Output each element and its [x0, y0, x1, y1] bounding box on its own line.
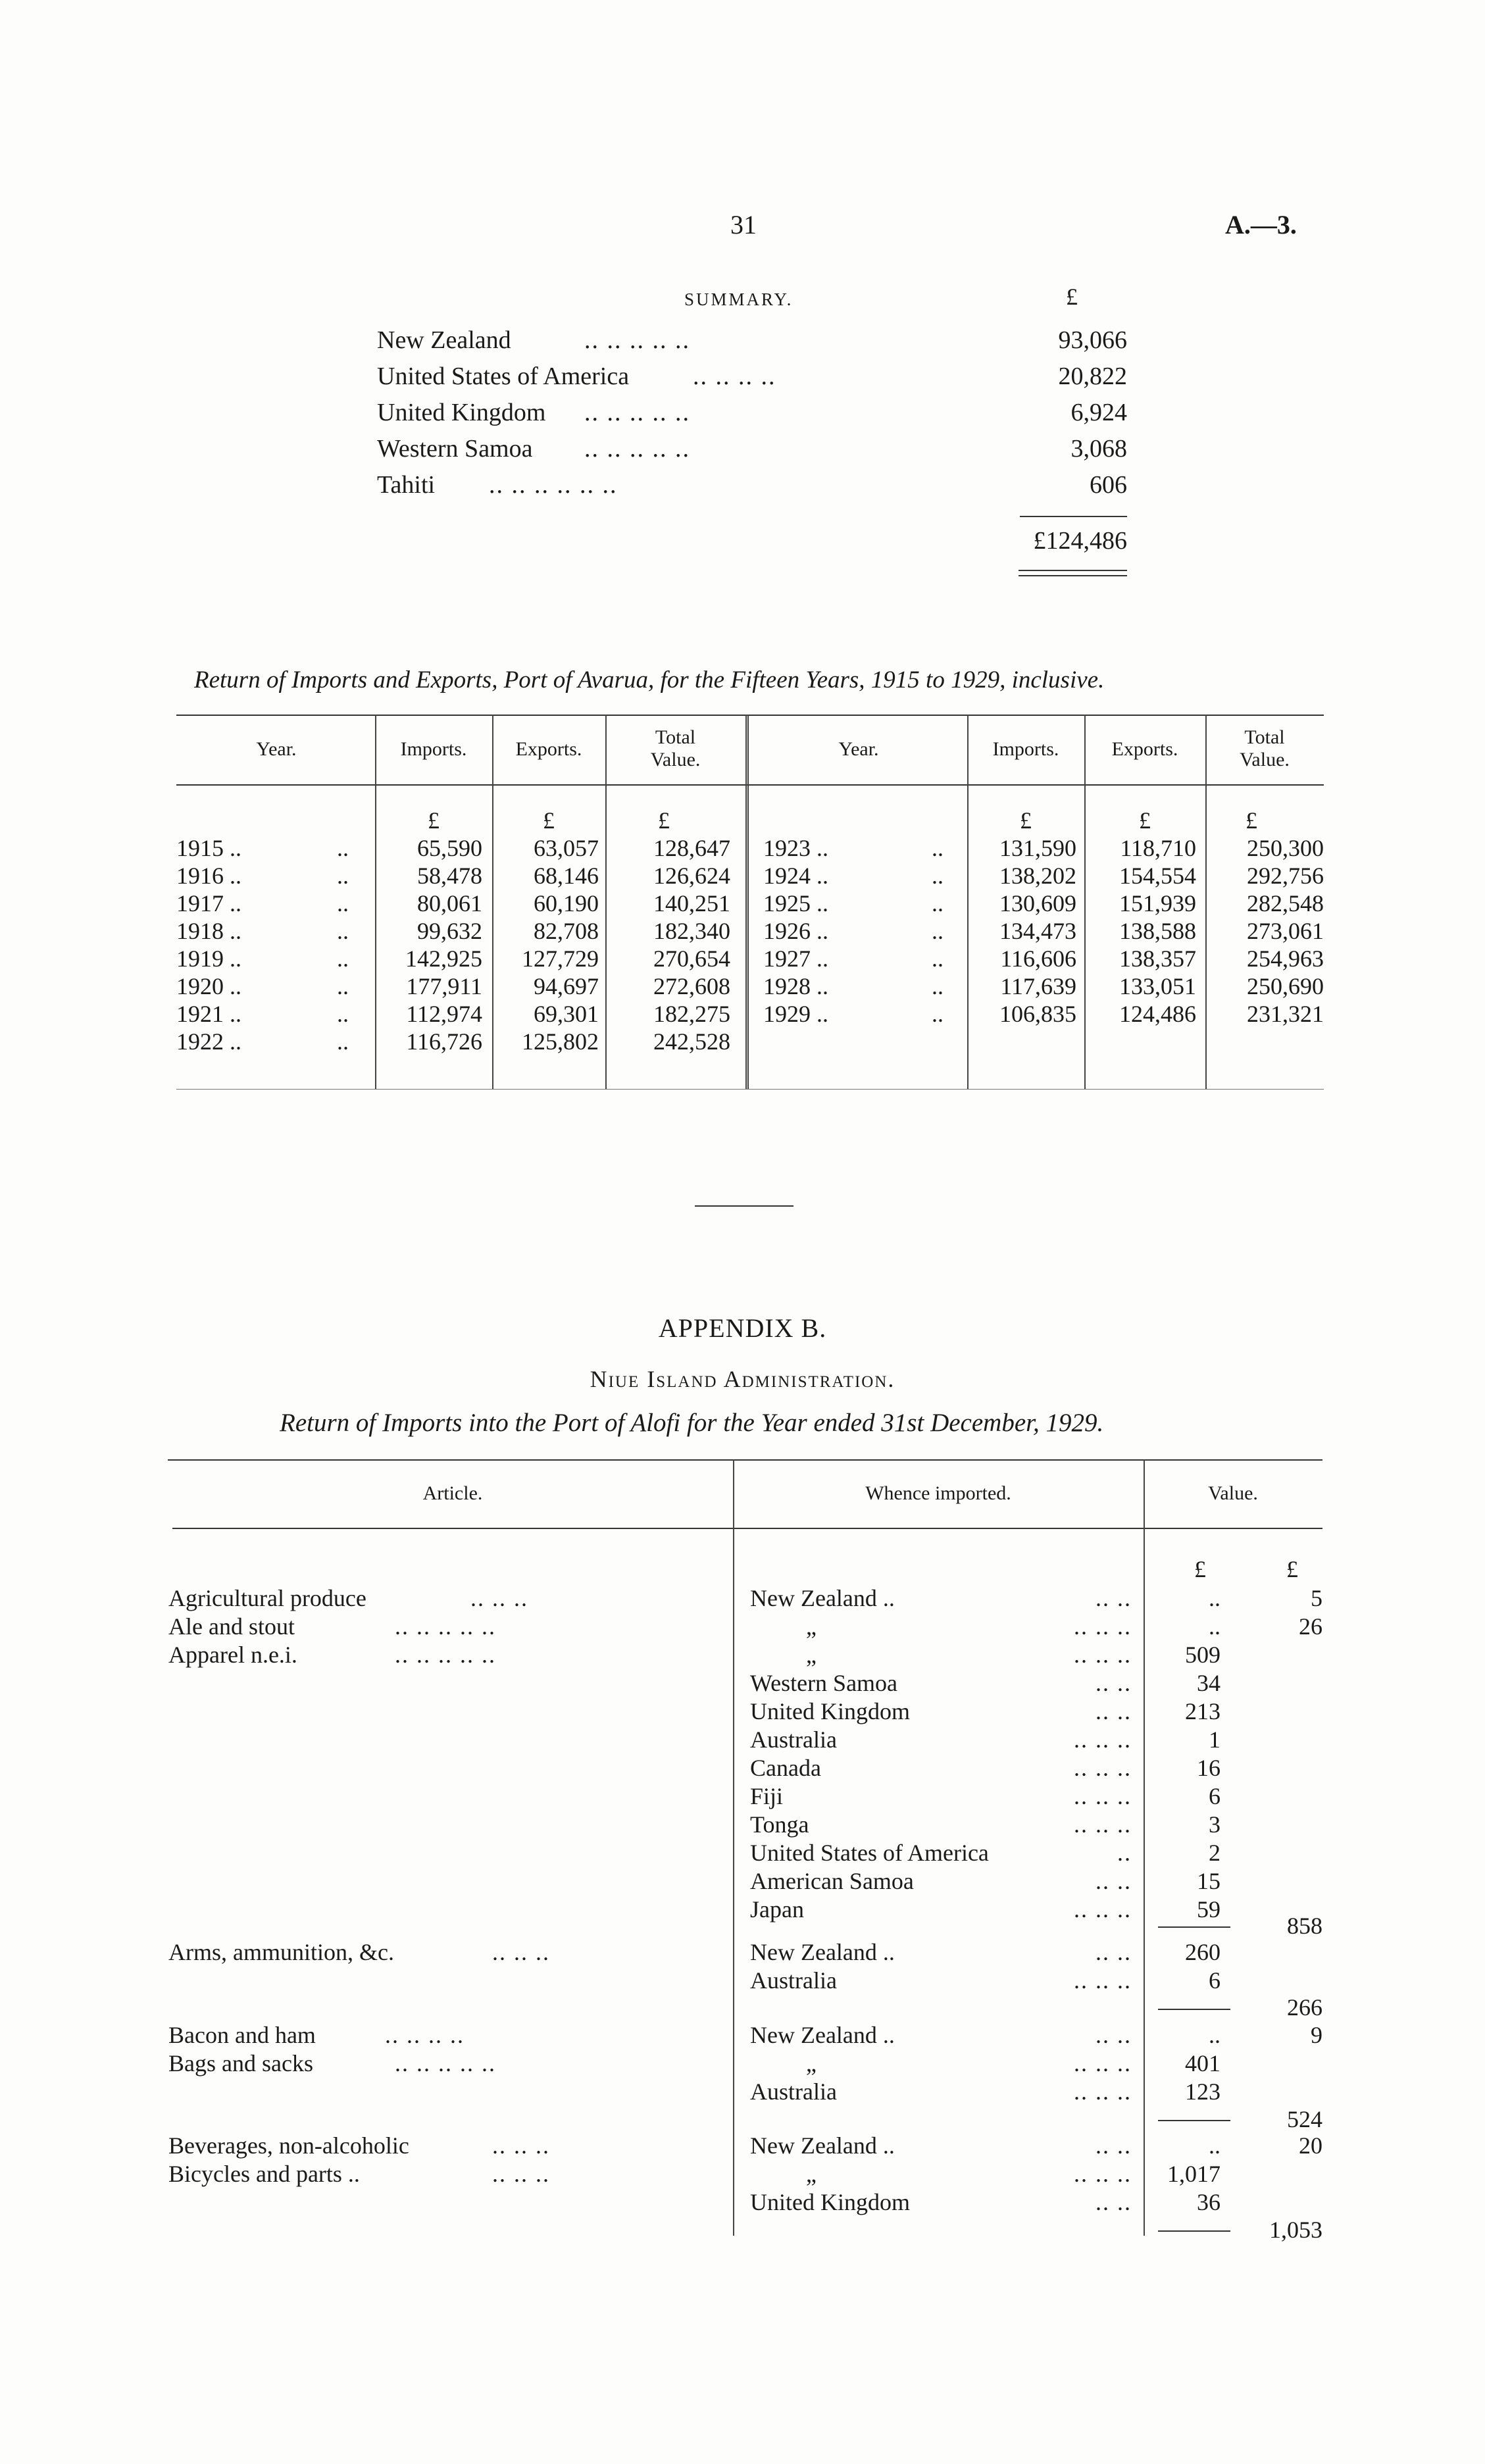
exports-cell: 125,802: [522, 1028, 599, 1055]
imports-cell: 142,925: [405, 945, 482, 972]
exports-cell: 68,146: [534, 863, 599, 889]
whence-row: Australia .. .. ..: [750, 2078, 1132, 2105]
summary-row: [377, 471, 1127, 507]
value-total-cell: 9: [1311, 2022, 1322, 2048]
total-cell: 126,624: [653, 863, 730, 889]
article-row: [168, 2049, 313, 2077]
exports-cell: 138,588: [1119, 918, 1196, 944]
currency-symbol: £: [1139, 807, 1151, 834]
value-total-cell: 858: [1287, 1913, 1322, 1939]
value-sub-cell: ..: [1209, 2132, 1221, 2159]
whence-row: Canada .. .. ..: [750, 1755, 1132, 1781]
header-total-line2: Value.: [650, 749, 701, 770]
appendix-subtitle: Niue Island Administration.: [590, 1366, 895, 1392]
leader-dots: ..: [932, 863, 944, 889]
header-year: Year.: [838, 738, 879, 760]
article-row: [168, 1613, 295, 1640]
leader-dots: ..: [932, 945, 944, 972]
leader-dots: ..: [337, 1001, 349, 1027]
total-cell: 270,654: [653, 945, 730, 972]
whence-column-group2: [750, 1938, 1132, 1995]
summary-row-dots: .. .. .. .. .. ..: [489, 471, 618, 499]
exports-cell: 60,190: [534, 890, 599, 917]
right-exports: [1090, 834, 1196, 1028]
column-divider: [967, 715, 969, 1089]
summary-row-dots: .. .. .. .. ..: [584, 399, 690, 426]
appendix-column-divider: [1144, 1459, 1145, 2236]
article-name: Apparel n.e.i.: [168, 1642, 297, 1668]
value-sub-cell: 36: [1197, 2189, 1221, 2215]
exports-cell: 118,710: [1120, 835, 1196, 861]
exports-cell: 63,057: [534, 835, 599, 861]
currency-symbol: £: [428, 807, 440, 834]
summary-row-name: Western Samoa: [377, 435, 533, 463]
header-imports: Imports.: [400, 738, 467, 760]
total-cell: 292,756: [1247, 863, 1324, 889]
subtotal-rule: [1158, 1926, 1230, 1928]
appendix-header-rule: [172, 1528, 1322, 1529]
total-cell: 231,321: [1247, 1001, 1324, 1027]
whence-row: Australia .. .. ..: [750, 1726, 1132, 1753]
imports-cell: 116,606: [1000, 945, 1076, 972]
value-sub-cell: 509: [1185, 1642, 1221, 1668]
header-whence-imported: Whence imported.: [865, 1482, 1011, 1504]
leader-dots: ..: [932, 890, 944, 917]
summary-row-dots: .. .. .. .. ..: [584, 326, 690, 354]
value-total-cell: 5: [1311, 1585, 1322, 1611]
total-cell: 242,528: [653, 1028, 730, 1055]
document-reference: A.—3.: [1225, 210, 1297, 239]
year-cell: 1927 ..: [763, 945, 828, 972]
summary-total: £124,486: [1033, 527, 1127, 555]
header-total-line1: Total: [1244, 726, 1285, 748]
imports-cell: 177,911: [406, 973, 482, 999]
year-cell: 1924 ..: [763, 863, 828, 889]
article-name: Bacon and ham: [168, 2022, 316, 2048]
currency-symbol: £: [1194, 1556, 1206, 1582]
total-cell: 182,340: [653, 918, 730, 944]
year-cell: 1929 ..: [763, 1001, 828, 1027]
total-cell: 140,251: [653, 890, 730, 917]
currency-symbol: £: [1286, 1556, 1298, 1582]
column-divider-double: [745, 715, 749, 1089]
article-row: [168, 1584, 366, 1612]
leader-dots: ..: [932, 918, 944, 944]
imports-cell: 99,632: [417, 918, 482, 944]
header-exports: Exports.: [515, 738, 582, 760]
article-name: Beverages, non-alcoholic: [168, 2132, 409, 2159]
leader-dots: ..: [932, 973, 944, 999]
total-cell: 182,275: [653, 1001, 730, 1027]
header-article: Article.: [422, 1482, 483, 1504]
page-number: 31: [730, 210, 757, 239]
article-row: [168, 2132, 409, 2159]
appendix-top-rule: [168, 1459, 1322, 1461]
summary-row-name: United Kingdom: [377, 399, 546, 426]
imports-cell: 112,974: [406, 1001, 482, 1027]
imports-cell: 58,478: [417, 863, 482, 889]
imports-cell: 116,726: [406, 1028, 482, 1055]
total-cell: 272,608: [653, 973, 730, 999]
leader-dots: ..: [337, 890, 349, 917]
value-sub-cell: 1,017: [1167, 2161, 1221, 2187]
whence-row: New Zealand .. .. ..: [750, 1939, 1132, 1965]
article-name: Bicycles and parts ..: [168, 2161, 360, 2187]
value-subcolumn: [1148, 2049, 1221, 2106]
value-subcolumn: [1148, 2160, 1221, 2217]
summary-row-value: 606: [1090, 471, 1127, 499]
leader-dots: ..: [337, 945, 349, 972]
table-caption: Return of Imports and Exports, Port of Avarua, for the Fifteen Years, 1915 to 1929, inclusive.: [194, 666, 1105, 693]
summary-row: [377, 326, 1127, 363]
value-sub-cell: 3: [1209, 1811, 1221, 1838]
year-cell: 1920 ..: [176, 973, 241, 999]
exports-cell: 154,554: [1119, 863, 1196, 889]
value-sub-cell: 34: [1197, 1670, 1221, 1696]
right-dots: [932, 834, 965, 1028]
value-subcolumn: [1148, 1938, 1221, 1995]
leader-dots: ..: [337, 863, 349, 889]
value-sub-cell: ..: [1209, 1585, 1221, 1611]
header-year: Year.: [256, 738, 297, 760]
article-name: Agricultural produce: [168, 1585, 366, 1611]
subtotal-rule: [1158, 2230, 1230, 2232]
value-sub-cell: 213: [1185, 1698, 1221, 1724]
value-sub-cell: 15: [1197, 1868, 1221, 1894]
imports-cell: 130,609: [999, 890, 1076, 917]
summary-total-double-rule: [1019, 570, 1127, 571]
value-sub-cell: 2: [1209, 1840, 1221, 1866]
right-years: [763, 834, 895, 1028]
value-sub-cell: 6: [1209, 1967, 1221, 1994]
column-divider: [375, 715, 376, 1089]
whence-row: Western Samoa .. ..: [750, 1670, 1132, 1696]
summary-row-value: 20,822: [1058, 363, 1127, 390]
column-divider: [1084, 715, 1086, 1089]
year-cell: 1919 ..: [176, 945, 241, 972]
leader-dots: ..: [932, 835, 944, 861]
summary-row-name: Tahiti: [377, 471, 436, 499]
value-total-cell: 524: [1287, 2106, 1322, 2132]
left-years: [176, 834, 361, 1055]
total-cell: 282,548: [1247, 890, 1324, 917]
header-total-line2: Value.: [1240, 749, 1290, 770]
whence-row: United Kingdom .. ..: [750, 1698, 1132, 1724]
imports-cell: 106,835: [999, 1001, 1076, 1027]
value-total-cell: 26: [1299, 1613, 1322, 1640]
article-leader-dots: .. .. .. .. ..: [395, 2050, 496, 2076]
imports-cell: 134,473: [999, 918, 1076, 944]
leader-dots: ..: [932, 1001, 944, 1027]
header-total-value: [605, 726, 745, 771]
exports-cell: 69,301: [534, 1001, 599, 1027]
whence-column-group3: [750, 2021, 1132, 2106]
summary-currency-symbol: £: [1066, 284, 1078, 310]
currency-symbol: £: [658, 807, 670, 834]
article-leader-dots: .. .. .. .. ..: [395, 1642, 496, 1668]
imports-cell: 80,061: [417, 890, 482, 917]
table-header-rule: [176, 784, 1324, 786]
header-value: Value.: [1208, 1482, 1258, 1504]
header-exports: Exports.: [1111, 738, 1178, 760]
value-total-cell: 266: [1287, 1994, 1322, 2021]
summary-total-double-rule-2: [1019, 575, 1127, 576]
table-bottom-rule: [176, 1089, 1324, 1090]
whence-row: United Kingdom .. ..: [750, 2189, 1132, 2215]
article-leader-dots: .. .. ..: [492, 2161, 550, 2187]
value-sub-cell: 59: [1197, 1896, 1221, 1923]
summary-row-value: 6,924: [1070, 399, 1127, 426]
subtotal-rule: [1158, 2009, 1230, 2010]
value-sub-cell: 123: [1185, 2078, 1221, 2105]
leader-dots: ..: [337, 1028, 349, 1055]
year-cell: 1917 ..: [176, 890, 241, 917]
whence-row: United States of America ..: [750, 1840, 1132, 1866]
whence-row: „ .. .. ..: [806, 2050, 1132, 2076]
whence-row: American Samoa .. ..: [750, 1868, 1132, 1894]
whence-row: New Zealand .. .. ..: [750, 2132, 1132, 2159]
right-imports: [972, 834, 1076, 1028]
appendix-column-divider: [733, 1459, 734, 2236]
year-cell: 1922 ..: [176, 1028, 241, 1055]
year-cell: 1918 ..: [176, 918, 241, 944]
summary-row: [377, 435, 1127, 471]
article-row: [168, 1641, 297, 1669]
total-cell: 273,061: [1247, 918, 1324, 944]
header-imports: Imports.: [992, 738, 1059, 760]
left-dots: [337, 834, 370, 1055]
article-name: Ale and stout: [168, 1613, 295, 1640]
total-cell: 128,647: [653, 835, 730, 861]
section-separator: [695, 1205, 793, 1207]
subtotal-rule: [1158, 2120, 1230, 2121]
whence-row: Australia .. .. ..: [750, 1967, 1132, 1994]
exports-cell: 82,708: [534, 918, 599, 944]
leader-dots: ..: [337, 973, 349, 999]
summary-row-name: United States of America: [377, 363, 630, 390]
value-total-cell: 1,053: [1269, 2217, 1322, 2243]
summary-rows: [377, 326, 1127, 507]
value-sub-cell: 260: [1185, 1939, 1221, 1965]
value-sub-cell: 16: [1197, 1755, 1221, 1781]
summary-title: SUMMARY.: [684, 289, 793, 309]
header-total-line1: Total: [655, 726, 696, 748]
year-cell: 1926 ..: [763, 918, 828, 944]
imports-cell: 138,202: [999, 863, 1076, 889]
whence-row: „ .. .. ..: [806, 1613, 1132, 1640]
summary-row-value: 93,066: [1058, 326, 1127, 354]
article-name: Bags and sacks: [168, 2050, 313, 2076]
total-cell: 250,690: [1247, 973, 1324, 999]
column-divider: [492, 715, 493, 1089]
currency-symbol: £: [1246, 807, 1257, 834]
whence-row: „ .. .. ..: [806, 1642, 1132, 1668]
value-sub-cell: ..: [1209, 1613, 1221, 1640]
article-row: [168, 2160, 360, 2188]
exports-cell: 124,486: [1119, 1001, 1196, 1027]
article-row: [168, 1938, 394, 1966]
currency-symbol: £: [1020, 807, 1032, 834]
article-leader-dots: .. .. ..: [492, 2132, 550, 2159]
year-cell: 1925 ..: [763, 890, 828, 917]
year-cell: 1921 ..: [176, 1001, 241, 1027]
imports-cell: 117,639: [1000, 973, 1076, 999]
appendix-caption: Return of Imports into the Port of Alofi for the Year ended 31st December, 1929.: [280, 1409, 1104, 1437]
article-leader-dots: .. .. ..: [492, 1939, 550, 1965]
whence-column-group4: [750, 2132, 1132, 2217]
imports-cell: 65,590: [417, 835, 482, 861]
exports-cell: 133,051: [1119, 973, 1196, 999]
exports-cell: 138,357: [1119, 945, 1196, 972]
exports-cell: 127,729: [522, 945, 599, 972]
article-row: [168, 2021, 316, 2049]
whence-row: Tonga .. .. ..: [750, 1811, 1132, 1838]
summary-row: [377, 399, 1127, 435]
left-exports: [495, 834, 599, 1055]
whence-row: Japan .. .. ..: [750, 1896, 1132, 1923]
leader-dots: ..: [337, 918, 349, 944]
summary-row-dots: .. .. .. .. ..: [584, 435, 690, 463]
article-leader-dots: .. .. .. ..: [385, 2022, 465, 2048]
right-totals: [1211, 834, 1324, 1028]
total-cell: 254,963: [1247, 945, 1324, 972]
summary-row-name: New Zealand: [377, 326, 511, 354]
summary-row-value: 3,068: [1070, 435, 1127, 463]
whence-row: Fiji .. .. ..: [750, 1783, 1132, 1809]
summary-row: [377, 363, 1127, 399]
whence-row: New Zealand .. .. ..: [750, 2022, 1132, 2048]
whence-row: „ .. .. ..: [806, 2161, 1132, 2187]
year-cell: 1923 ..: [763, 835, 828, 861]
year-cell: 1916 ..: [176, 863, 241, 889]
table-top-rule: [176, 715, 1324, 716]
whence-column-group1: [750, 1584, 1132, 1924]
value-sub-cell: 401: [1185, 2050, 1221, 2076]
summary-subtotal-rule: [1020, 516, 1127, 517]
year-cell: 1928 ..: [763, 973, 828, 999]
article-leader-dots: .. .. .. .. ..: [395, 1613, 496, 1640]
whence-row: New Zealand .. .. ..: [750, 1585, 1132, 1611]
exports-cell: 151,939: [1119, 890, 1196, 917]
article-name: Arms, ammunition, &c.: [168, 1939, 394, 1965]
article-leader-dots: .. .. ..: [470, 1585, 528, 1611]
summary-row-dots: .. .. .. ..: [693, 363, 776, 390]
leader-dots: ..: [337, 835, 349, 861]
value-total-cell: 20: [1299, 2132, 1322, 2159]
value-subcolumn: [1148, 1584, 1221, 1924]
value-sub-cell: 6: [1209, 1783, 1221, 1809]
appendix-title: APPENDIX B.: [658, 1313, 827, 1343]
year-cell: 1915 ..: [176, 835, 241, 861]
currency-symbol: £: [543, 807, 555, 834]
total-cell: 250,300: [1247, 835, 1324, 861]
imports-cell: 131,590: [999, 835, 1076, 861]
value-sub-cell: ..: [1209, 2022, 1221, 2048]
exports-cell: 94,697: [534, 973, 599, 999]
left-totals: [612, 834, 730, 1055]
left-imports: [380, 834, 482, 1055]
value-sub-cell: 1: [1209, 1726, 1221, 1753]
header-total-value: [1205, 726, 1324, 771]
